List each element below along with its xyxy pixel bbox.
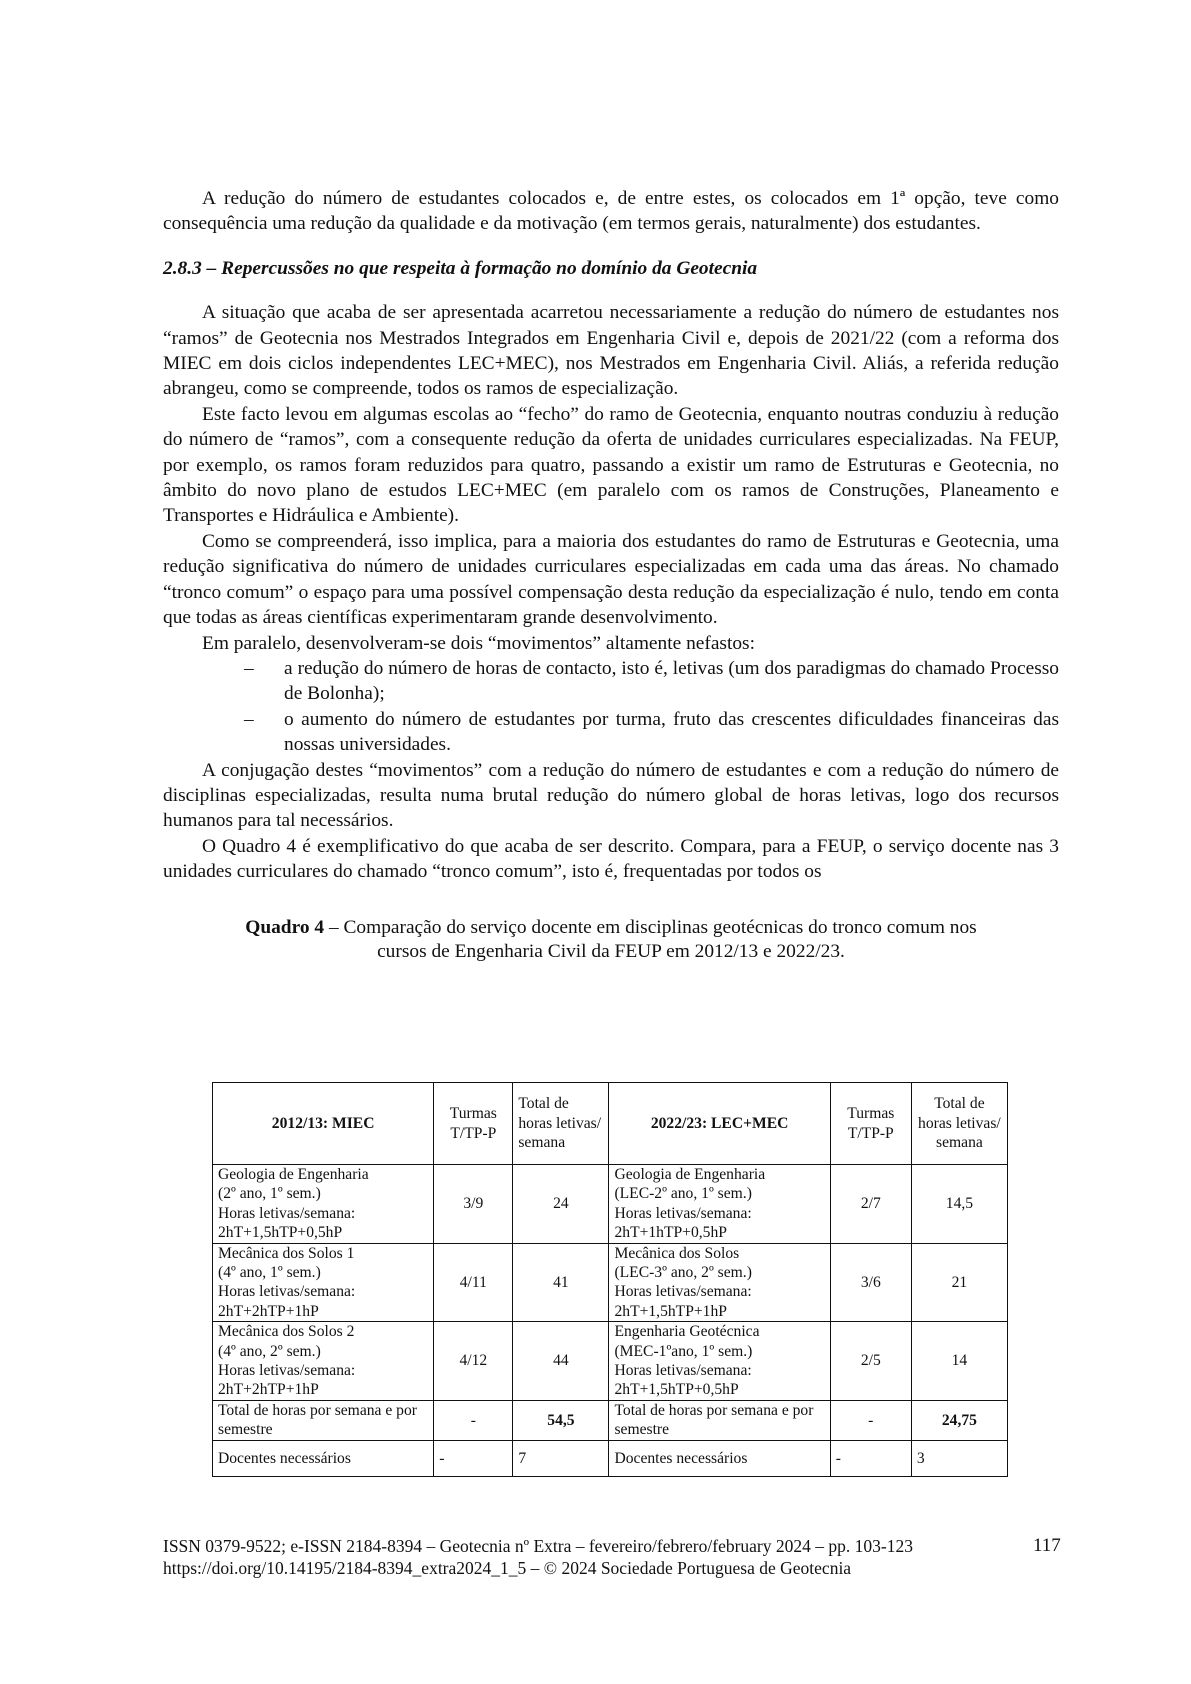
caption-text: – Comparação do serviço docente em disciplinas geotécnicas do tronco comum nos cursos de Engenharia Civil da FEUP em 2012/13 e 2022/23.: [324, 916, 977, 962]
course-hours-label: Horas letivas/semana:: [614, 1204, 752, 1222]
header-total: Total de horas letivas/ semana: [513, 1083, 609, 1165]
paragraph: O Quadro 4 é exemplificativo do que acaba de ser descrito. Compara, para a FEUP, o serviço docente nas 3 unidades curriculares do chamado “tronco comum”, isto é, frequentadas por todos os: [163, 835, 1059, 883]
course-hours-label: Horas letivas/semana:: [614, 1283, 752, 1301]
header-turmas: Turmas T/TP-P: [434, 1083, 513, 1165]
total-cell: 41: [513, 1243, 609, 1322]
paragraph: A redução do número de estudantes colocados e, de entre estes, os colocados em 1ª opção, teve como consequência uma redução da qualidade e da motivação (em termos gerais, naturalmente) dos estudantes.: [163, 188, 1059, 235]
docentes-label: Docentes necessários: [609, 1440, 830, 1476]
dash-bullet: –: [244, 657, 254, 679]
table-header-row: [213, 1083, 1008, 1165]
turmas-cell: 3/9: [434, 1165, 513, 1244]
course-name: Geologia de Engenharia: [614, 1166, 766, 1183]
paragraph: A conjugação destes “movimentos” com a redução do número de estudantes e com a redução do número de disciplinas especializadas, resulta numa brutal redução do número global de horas letivas, logo dos recursos humanos para tal necessários.: [163, 759, 1059, 832]
paragraph: Em paralelo, desenvolveram-se dois “movimentos” altamente nefastos:: [202, 632, 755, 654]
course-hours: 2hT+1hTP+0,5hP: [614, 1224, 727, 1242]
list-item: [163, 656, 1059, 707]
course-cell: [609, 1165, 830, 1244]
total-cell: 21: [911, 1243, 1007, 1322]
list-item-text: a redução do número de horas de contacto, isto é, letivas (um dos paradigmas do chamado Processo de Bolonha);: [284, 657, 1059, 705]
course-cell: [213, 1322, 434, 1401]
header-turmas: Turmas T/TP-P: [830, 1083, 911, 1165]
turmas-cell: -: [830, 1400, 911, 1440]
course-cell: [213, 1165, 434, 1244]
docentes-row: [213, 1440, 1008, 1476]
page-number: 117: [1033, 1535, 1061, 1556]
totals-label: Total de horas por semana e por semestre: [213, 1400, 434, 1440]
total-cell: 54,5: [513, 1400, 609, 1440]
table-row: [213, 1243, 1008, 1322]
turmas-cell: -: [434, 1400, 513, 1440]
total-cell: 3: [911, 1440, 1007, 1476]
section-heading: 2.8.3 – Repercussões no que respeita à formação no domínio da Geotecnia: [163, 257, 758, 279]
turmas-cell: -: [830, 1440, 911, 1476]
caption-label: Quadro 4: [245, 916, 325, 938]
footer-issn: ISSN 0379-9522; e-ISSN 2184-8394 – Geotecnia nº Extra – fevereiro/febrero/february 2024 – pp. 103-123: [163, 1536, 913, 1556]
turmas-cell: 4/12: [434, 1322, 513, 1401]
course-hours: 2hT+1,5hTP+1hP: [614, 1302, 727, 1320]
course-hours-label: Horas letivas/semana:: [218, 1204, 356, 1222]
header-left-title: 2012/13: MIEC: [213, 1083, 434, 1165]
course-cell: [213, 1243, 434, 1322]
table-row: [213, 1322, 1008, 1401]
course-cell: [609, 1243, 830, 1322]
course-name: Engenharia Geotécnica: [614, 1323, 760, 1341]
docentes-label: Docentes necessários: [213, 1440, 434, 1476]
bullet-list: [163, 656, 1059, 758]
table-row: [213, 1165, 1008, 1244]
paragraph: A situação que acaba de ser apresentada acarretou necessariamente a redução do número de estudantes nos “ramos” de Geotecnia nos Mestrados Integrados em Engenharia Civil e, depois de 2021/22 (com a reforma dos MIEC em dois ciclos independentes LEC+MEC), nos Mestrados em Engenharia Civil. Aliás, a referida redução abrangeu, como se compreende, todos os ramos de especialização.: [163, 302, 1059, 400]
total-cell: 24: [513, 1165, 609, 1244]
totals-label: Total de horas por semana e por semestre: [609, 1400, 830, 1440]
table-caption: [163, 916, 1059, 964]
course-when: (2º ano, 1º sem.): [218, 1185, 321, 1203]
list-item: [163, 707, 1059, 758]
course-hours-label: Horas letivas/semana:: [218, 1283, 356, 1301]
course-hours-label: Horas letivas/semana:: [218, 1362, 356, 1380]
course-name: Mecânica dos Solos 1: [218, 1244, 355, 1262]
comparison-table: [212, 1082, 1008, 1477]
article-body: [163, 186, 1059, 964]
course-when: (4º ano, 1º sem.): [218, 1264, 321, 1282]
turmas-cell: 4/11: [434, 1243, 513, 1322]
course-hours: 2hT+2hTP+1hP: [218, 1302, 319, 1320]
paragraph: Este facto levou em algumas escolas ao “fecho” do ramo de Geotecnia, enquanto noutras conduziu à redução do número de “ramos”, com a consequente redução da oferta de unidades curriculares especializadas. Na FEUP, por exemplo, os ramos foram reduzidos para quatro, passando a existir um ramo de Estruturas e Geotecnia, no âmbito do novo plano de estudos LEC+MEC (em paralelo com os ramos de Construções, Planeamento e Transportes e Hidráulica e Ambiente).: [163, 403, 1059, 527]
turmas-cell: 2/5: [830, 1322, 911, 1401]
course-hours: 2hT+2hTP+1hP: [218, 1381, 319, 1399]
total-cell: 14: [911, 1322, 1007, 1401]
course-cell: [609, 1322, 830, 1401]
total-cell: 7: [513, 1440, 609, 1476]
total-cell: 24,75: [911, 1400, 1007, 1440]
course-when: (LEC-3º ano, 2º sem.): [614, 1264, 752, 1282]
paragraph: Como se compreenderá, isso implica, para a maioria dos estudantes do ramo de Estruturas e Geotecnia, uma redução significativa do número de unidades curriculares especializadas em cada uma das áreas. No chamado “tronco comum” o espaço para uma possível compensação desta redução da especialização é nulo, tendo em conta que todas as áreas científicas experimentaram grande desenvolvimento.: [163, 530, 1059, 629]
total-cell: 44: [513, 1322, 609, 1401]
course-when: (4º ano, 2º sem.): [218, 1342, 321, 1360]
turmas-cell: 2/7: [830, 1165, 911, 1244]
header-total: Total de horas letivas/ semana: [911, 1083, 1007, 1165]
course-hours: 2hT+1,5hTP+0,5hP: [218, 1224, 343, 1242]
header-right-title: 2022/23: LEC+MEC: [609, 1083, 830, 1165]
course-name: Mecânica dos Solos: [614, 1244, 740, 1262]
course-when: (MEC-1ºano, 1º sem.): [614, 1342, 753, 1360]
dash-bullet: –: [244, 708, 254, 730]
course-when: (LEC-2º ano, 1º sem.): [614, 1185, 752, 1203]
course-name: Geologia de Engenharia: [218, 1166, 369, 1183]
list-item-text: o aumento do número de estudantes por turma, fruto das crescentes dificuldades financeiras das nossas universidades.: [284, 708, 1059, 756]
total-cell: 14,5: [911, 1165, 1007, 1244]
turmas-cell: 3/6: [830, 1243, 911, 1322]
page-footer: [163, 1535, 913, 1579]
totals-row: [213, 1400, 1008, 1440]
footer-doi: https://doi.org/10.14195/2184-8394_extra2024_1_5 – © 2024 Sociedade Portuguesa de Geotecnia: [163, 1558, 852, 1578]
turmas-cell: -: [434, 1440, 513, 1476]
course-hours: 2hT+1,5hTP+0,5hP: [614, 1381, 739, 1399]
course-name: Mecânica dos Solos 2: [218, 1323, 355, 1341]
course-hours-label: Horas letivas/semana:: [614, 1362, 752, 1380]
